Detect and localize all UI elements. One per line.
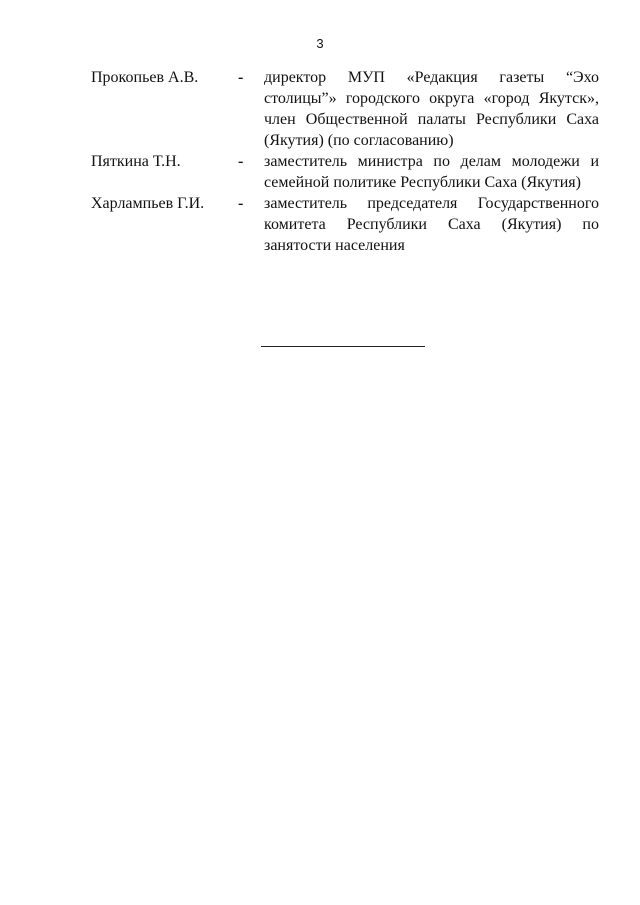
- member-dash: -: [238, 69, 244, 86]
- member-role: заместитель министра по делам молодежи и семейной политике Республики Саха (Якутия): [264, 153, 599, 191]
- member-dash: -: [238, 153, 244, 170]
- member-role: заместитель председателя Государственного комитета Республики Саха (Якутия) по занятости населения: [264, 195, 599, 254]
- member-name: Прокопьев А.В.: [91, 69, 199, 86]
- member-dash: -: [238, 195, 244, 212]
- member-role: директор МУП «Редакция газеты “Эхо столицы”» городского округа «город Якутск», член Общественной палаты Республики Саха (Якутия) (по согласованию): [264, 69, 599, 149]
- member-row: [91, 151, 599, 193]
- member-row: [91, 67, 599, 151]
- member-roster: [91, 67, 599, 256]
- page-number: 3: [316, 36, 324, 51]
- closing-rule: [261, 346, 425, 347]
- member-row: [91, 193, 599, 256]
- member-name: Харлампьев Г.И.: [91, 195, 205, 212]
- member-name: Пяткина Т.Н.: [91, 153, 181, 170]
